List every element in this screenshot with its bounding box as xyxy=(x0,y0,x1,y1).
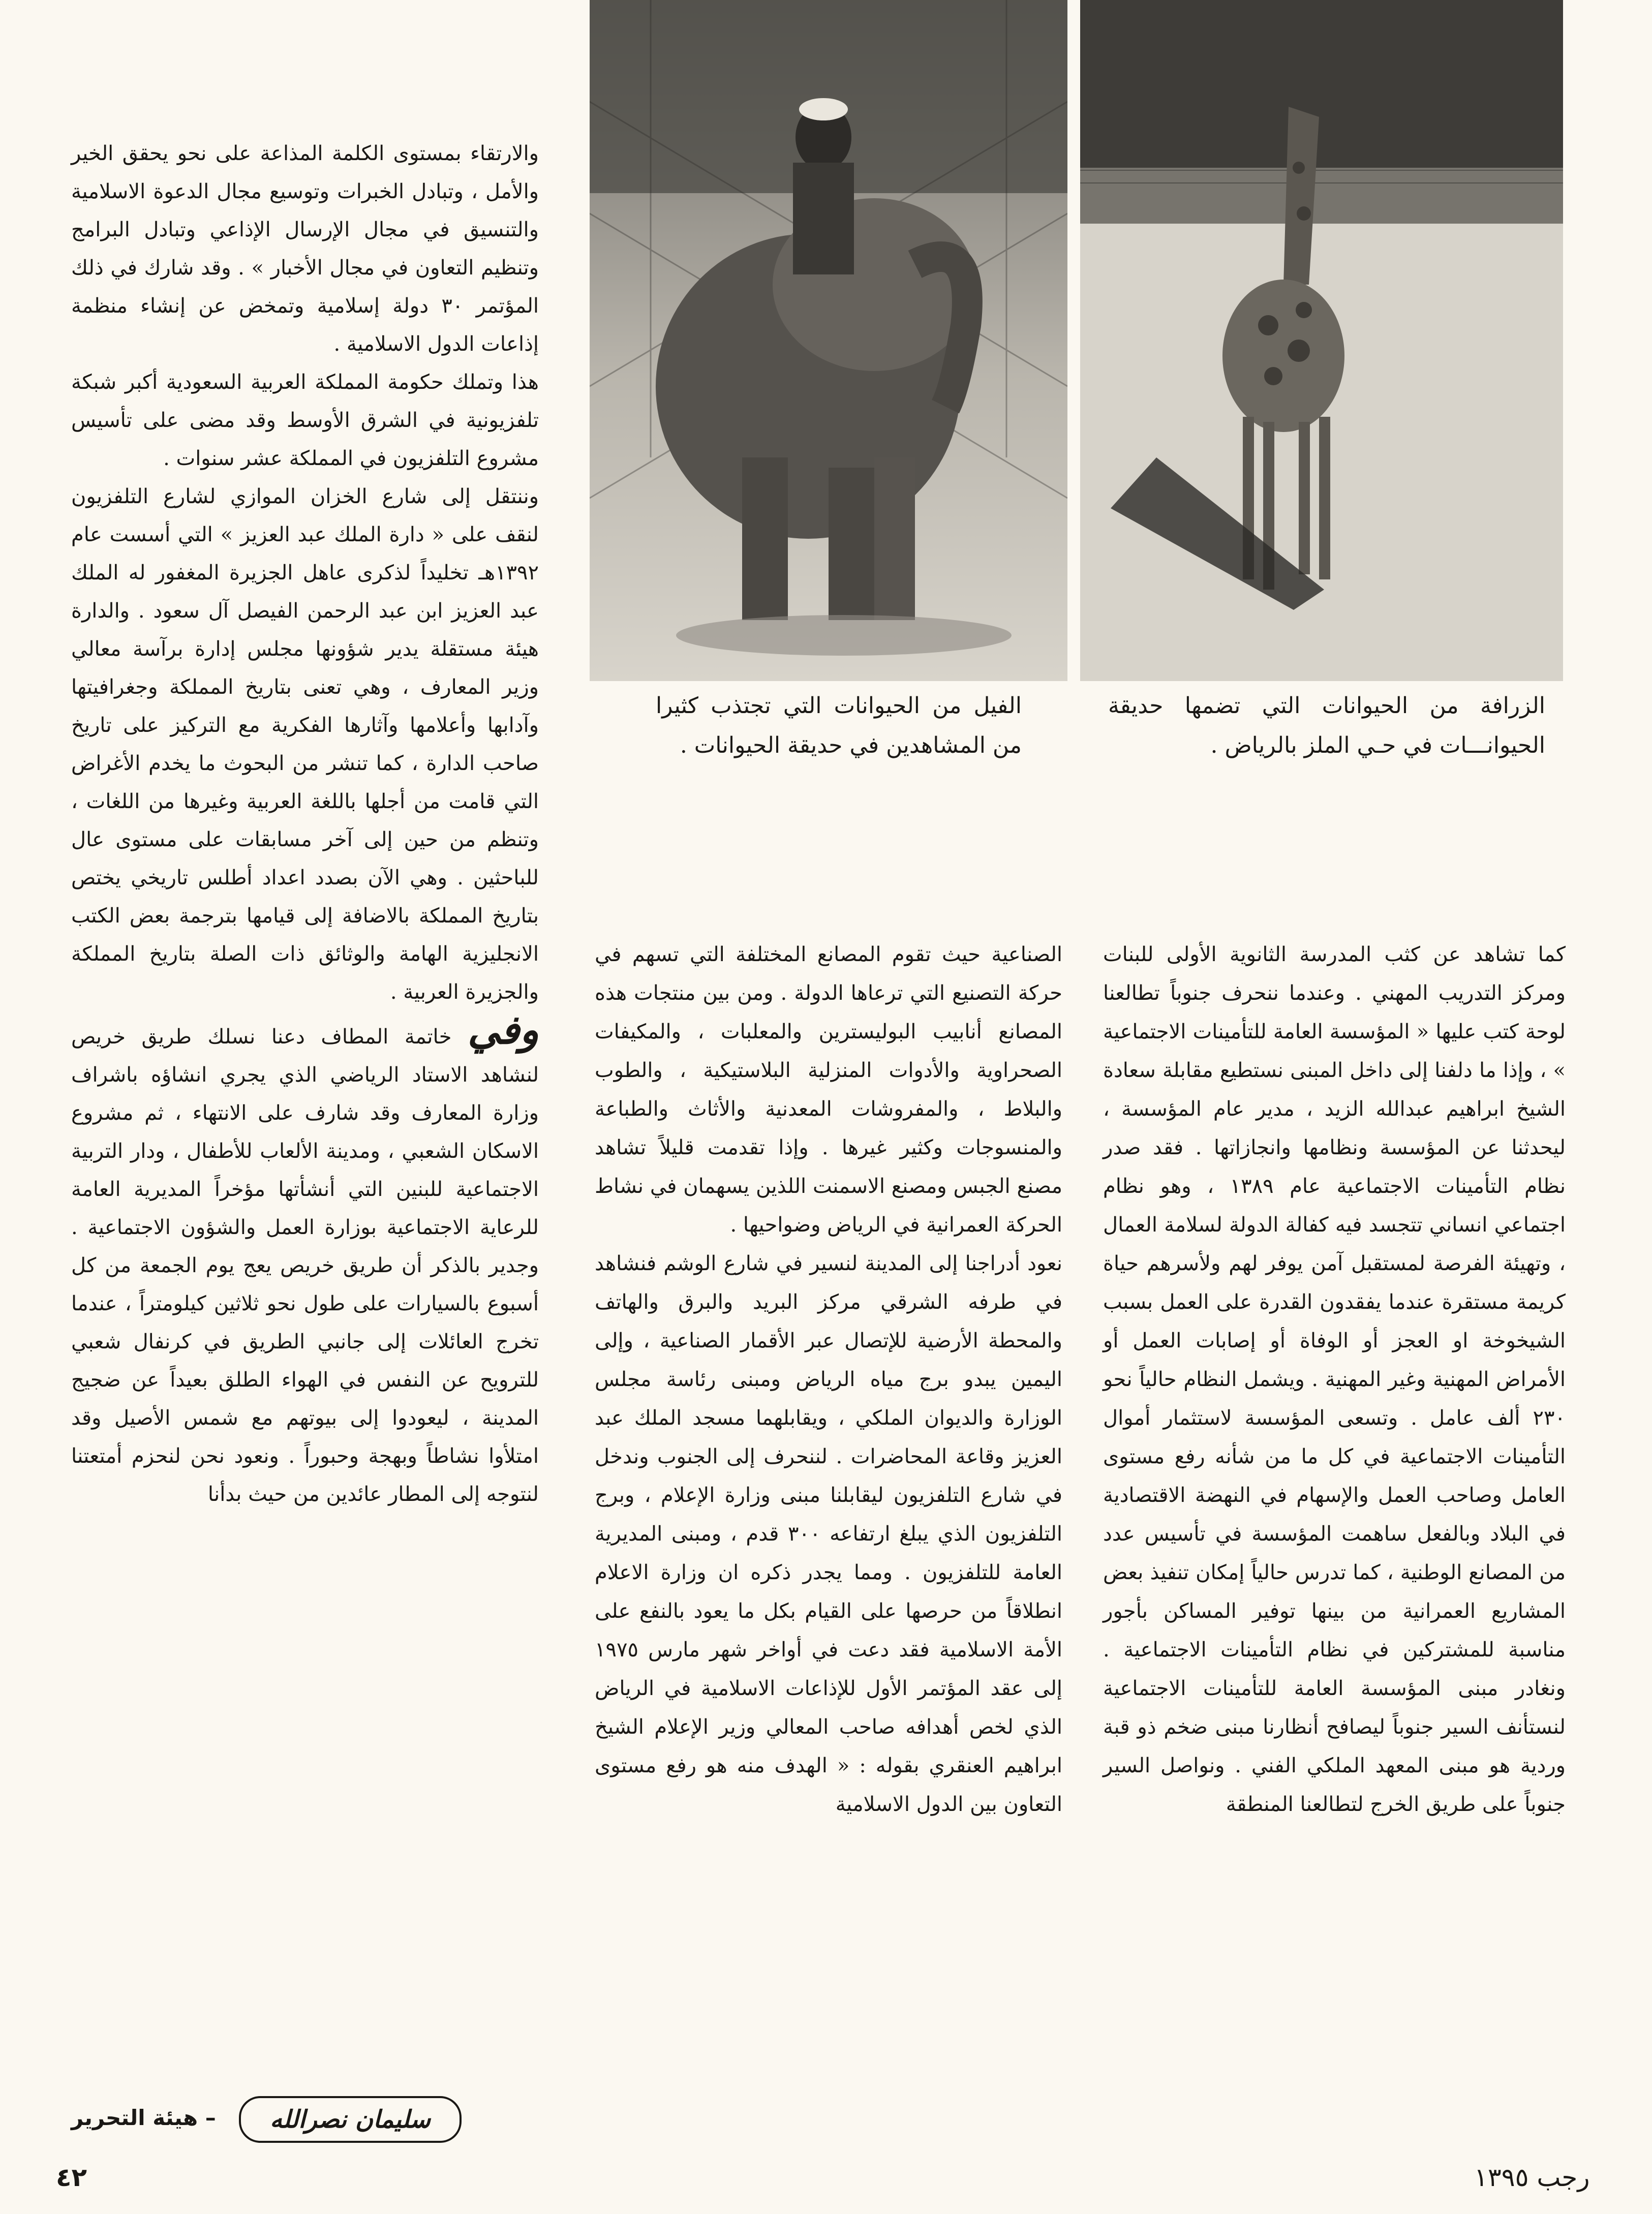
left-column xyxy=(71,135,539,1514)
giraffe-caption: الزرافة من الحيوانات التي تضمها حديقة الحيوانـــات في حـي الملز بالرياض . xyxy=(1108,693,1545,758)
left-paragraph-4 xyxy=(71,1007,539,1514)
left-paragraph-4-text: خاتمة المطاف دعنا نسلك طريق خريص لنشاهد الاستاد الرياضي الذي يجري انشاؤه باشراف وزارة المعارف وقد شارف على الانتهاء ، ثم مشروع الاسكان الشعبي ، ومدينة الألعاب للأطفال ، ودار التربية الاجتماعية للبنين التي أنشأتها مؤخراً المديرية العامة للرعاية الاجتماعية بوزارة العمل والشؤون الاجتماعية . وجدير بالذكر أن طريق خريص يعج يوم الجمعة من كل أسبوع بالسيارات على طول نحو ثلاثين كيلومتراً ، عندما تخرج العائلات إلى جانبي الطريق في كرنفال شعبي للترويح عن النفس في الهواء الطلق بعيداً عن ضجيج المدينة ، ليعودوا إلى بيوتهم مع شمس الأصيل وقد امتلأوا نشاطاً وبهجة وحبوراً . ونعود نحن لنحزم أمتعتنا لنتوجه إلى المطار عائدين من حيث بدأنا xyxy=(71,1025,539,1506)
issue-date: رجب ١٣٩٥ xyxy=(1474,2163,1590,2192)
right-paragraph-1: كما تشاهد عن كثب المدرسة الثانوية الأولى للبنات ومركز التدريب المهني . وعندما ننحرف جنوباً تطالعنا لوحة كتب عليها « المؤسسة العامة للتأمينات الاجتماعية » ، وإذا ما دلفنا إلى داخل المبنى نستطيع مقابلة سعادة الشيخ ابراهيم عبدالله الزيد ، مدير عام المؤسسة ، ليحدثنا عن المؤسسة ونظامها وانجازاتها . فقد صدر نظام التأمينات الاجتماعية عام ١٣٨٩ ، وهو نظام اجتماعي انساني تتجسد فيه كفالة الدولة لسلامة العمال ، وتهيئة الفرصة لمستقبل آمن يوفر لهم ولأسرهم حياة كريمة مستقرة عندما يفقدون القدرة على العمل بسبب الشيخوخة او العجز أو الوفاة أو إصابات العمل أو الأمراض المهنية وغير المهنية . ويشمل النظام حالياً نحو ٢٣٠ ألف عامل . وتسعى المؤسسة لاستثمار أموال التأمينات الاجتماعية في كل ما من شأنه رفع مستوى العامل وصاحب العمل والإسهام في النهضة الاقتصادية في البلاد وبالفعل ساهمت المؤسسة في تأسيس عدد من المصانع الوطنية ، كما تدرس حالياً إمكان تنفيذ بعض المشاريع العمرانية من بينها توفير المساكن بأجور مناسبة للمشتركين في نظام التأمينات الاجتماعية . ونغادر مبنى المؤسسة العامة للتأمينات الاجتماعية لنستأنف السير جنوباً ليصافح أنظارنا مبنى ضخم ذو قبة وردية هو مبنى المعهد الملكي الفني . ونواصل السير جنوباً على طريق الخرج لتطالعنا المنطقة xyxy=(1103,943,1566,1816)
elephant-caption: الفيل من الحيوانات التي تجتذب كثيرا من المشاهدين في حديقة الحيوانات . xyxy=(656,693,1022,758)
signature-dept: – هيئة التحرير xyxy=(71,2105,216,2130)
middle-column xyxy=(595,935,1062,1824)
elephant-image xyxy=(590,0,1067,681)
right-column xyxy=(1103,935,1566,1824)
left-paragraph-3: وننتقل إلى شارع الخزان الموازي لشارع التلفزيون لنقف على « دارة الملك عبد العزيز » التي أسست عام ١٣٩٢هـ تخليداً لذكرى عاهل الجزيرة المغفور له الملك عبد العزيز ابن عبد الرحمن الفيصل آل سعود . والدارة هيئة مستقلة يدير شؤونها مجلس إدارة برآسة معالي وزير المعارف ، وهي تعنى بتاريخ المملكة وجغرافيتها وآدابها وأعلامها وآثارها الفكرية مع التركيز على تاريخ صاحب الدارة ، كما تنشر من البحوث ما يخدم الأغراض التي قامت من أجلها باللغة العربية وغيرها من اللغات ، وتنظم من حين إلى آخر مسابقات على مستوى عال للباحثين . وهي الآن بصدد اعداد أطلس تاريخي يختص بتاريخ المملكة بالاضافة إلى قيامها بترجمة بعض الكتب الانجليزية الهامة والوثائق ذات الصلة بتاريخ المملكة والجزيرة العربية . xyxy=(71,485,539,1004)
signature-name: سليمان نصرالله xyxy=(239,2096,462,2143)
middle-paragraph-2: نعود أدراجنا إلى المدينة لنسير في شارع الوشم فنشاهد في طرفه الشرقي مركز البريد والبرق والهاتف والمحطة الأرضية للإتصال عبر الأقمار الصناعية ، وإلى اليمين يبدو برج مياه الرياض ومبنى رئاسة مجلس الوزارة والديوان الملكي ، ويقابلهما مسجد الملك عبد العزيز وقاعة المحاضرات . لننحرف إلى الجنوب وندخل في شارع التلفزيون ليقابلنا مبنى وزارة الإعلام ، وبرج التلفزيون الذي يبلغ ارتفاعه ٣٠٠ قدم ، ومبنى المديرية العامة للتلفزيون . ومما يجدر ذكره ان وزارة الاعلام انطلاقاً من حرصها على القيام بكل ما يعود بالنفع على الأمة الاسلامية فقد دعت في أواخر شهر مارس ١٩٧٥ إلى عقد المؤتمر الأول للإذاعات الاسلامية في الرياض الذي لخص أهدافه صاحب المعالي وزير الإعلام الشيخ ابراهيم العنقري بقوله : « الهدف منه هو رفع مستوى التعاون بين الدول الاسلامية xyxy=(595,1252,1062,1816)
middle-paragraph-1: الصناعية حيث تقوم المصانع المختلفة التي تسهم في حركة التصنيع التي ترعاها الدولة . ومن بين منتجات هذه المصانع أنابيب البوليسترين والمعلبات ، والمكيفات الصحراوية والأدوات المنزلية البلاستيكية ، والطوب والبلاط ، والمفروشات المعدنية والأثاث والطباعة والمنسوجات وكثير غيرها . وإذا تقدمت قليلاً تشاهد مصنع الجبس ومصنع الاسمنت اللذين يسهمان في نشاط الحركة العمرانية في الرياض وضواحيها . xyxy=(595,943,1062,1237)
left-paragraph-1: والارتقاء بمستوى الكلمة المذاعة على نحو يحقق الخير والأمل ، وتبادل الخبرات وتوسيع مجال الدعوة الاسلامية والتنسيق في مجال الإرسال الإذاعي وتبادل البرامج وتنظيم التعاون في مجال الأخبار » . وقد شارك في ذلك المؤتمر ٣٠ دولة إسلامية وتمخض عن إنشاء منظمة إذاعات الدول الاسلامية . xyxy=(71,142,539,356)
signature xyxy=(71,2089,539,2150)
elephant-photo xyxy=(590,0,1067,681)
left-paragraph-2: هذا وتملك حكومة المملكة العربية السعودية أكبر شبكة تلفزيونية في الشرق الأوسط وقد مضى على تأسيس مشروع التلفزيون في المملكة عشر سنوات . xyxy=(71,371,539,470)
giraffe-image xyxy=(1080,0,1563,681)
drop-word: وفي xyxy=(468,1007,539,1053)
giraffe-photo xyxy=(1080,0,1563,681)
page-number: ٤٢ xyxy=(56,2163,87,2192)
